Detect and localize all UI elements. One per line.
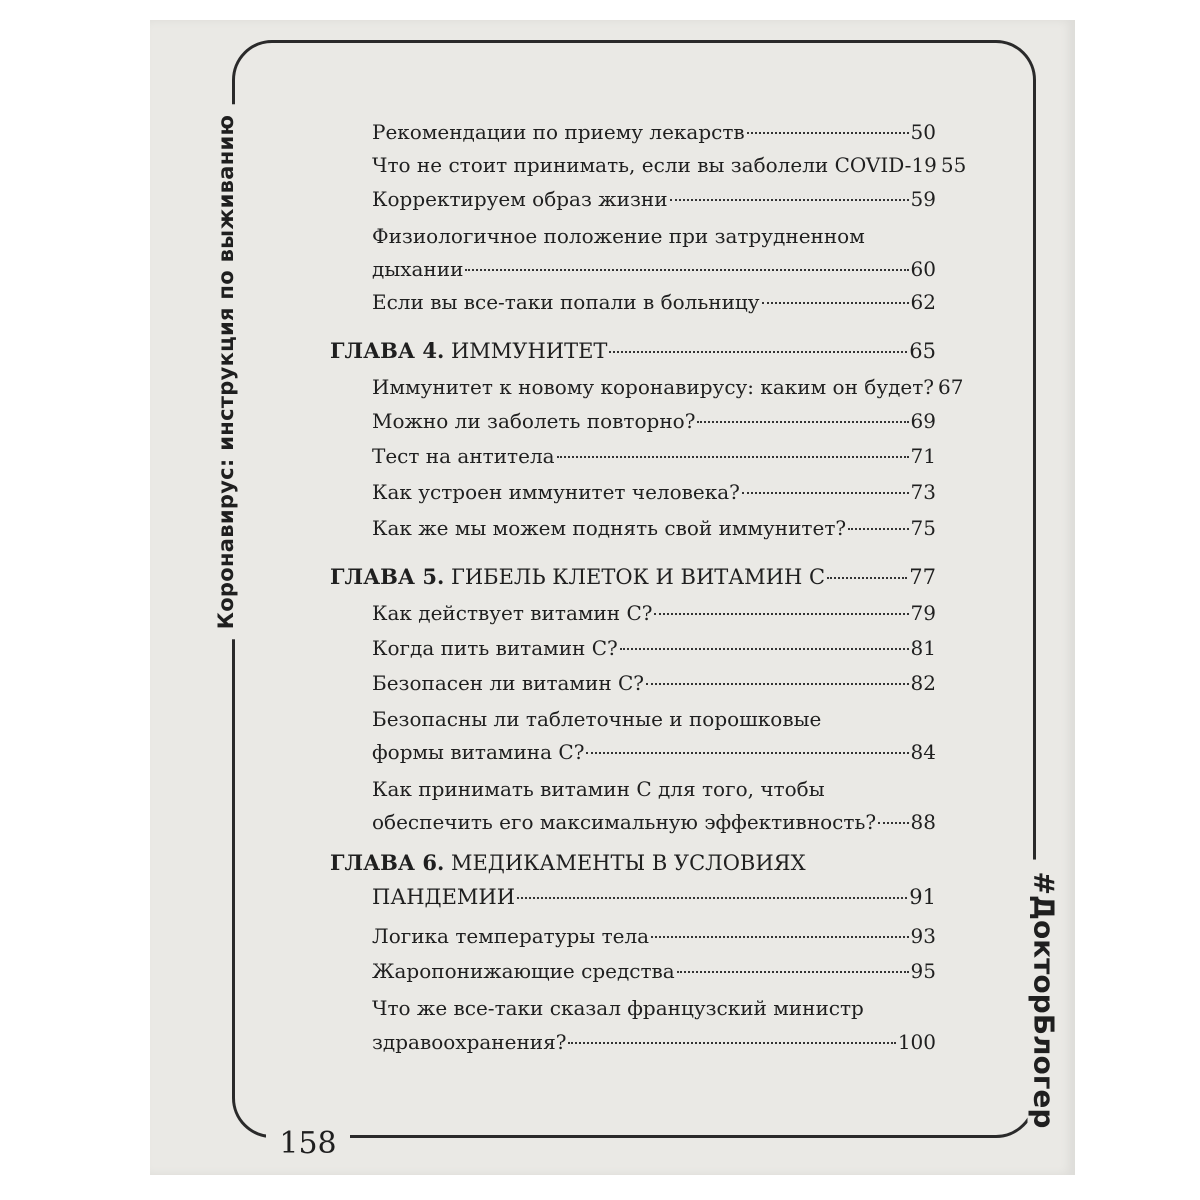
- toc-page-number: 88: [910, 810, 936, 834]
- toc-entry-line1: Безопасны ли таблеточные и порошковые: [372, 707, 822, 731]
- toc-entry[interactable]: Как действует витамин С? 79: [372, 601, 936, 625]
- toc-page-number: 93: [910, 924, 936, 948]
- toc-page-number: 71: [910, 444, 936, 468]
- toc-page-number: 67: [938, 375, 964, 399]
- toc-entry[interactable]: здравоохранения? 100: [372, 1030, 936, 1054]
- toc-page-number: 69: [910, 409, 936, 433]
- toc-page-number: 82: [910, 671, 936, 695]
- toc-page-number: 73: [910, 480, 936, 504]
- chapter-label: ГЛАВА 4.: [330, 338, 445, 363]
- toc-entry[interactable]: Тест на антитела 71: [372, 444, 936, 468]
- toc-page-number: 75: [910, 516, 936, 540]
- toc-page-number: 95: [910, 959, 936, 983]
- chapter-title: ГИБЕЛЬ КЛЕТОК И ВИТАМИН С: [450, 565, 826, 589]
- toc-entry[interactable]: формы витамина С? 84: [372, 740, 936, 764]
- hashtag-vertical: #ДокторБлогер: [1028, 860, 1061, 1141]
- toc-page-number: 62: [910, 290, 936, 314]
- toc-page-number: 91: [909, 885, 936, 909]
- toc-page-number: 59: [910, 187, 936, 211]
- toc-entry[interactable]: Иммунитет к новому коронавирусу: каким он будет? 67: [372, 375, 964, 399]
- toc-entry[interactable]: Что не стоит принимать, если вы заболели COVID-19 55: [372, 153, 967, 177]
- toc-entry[interactable]: Логика температуры тела 93: [372, 924, 936, 948]
- page-number: 158: [266, 1122, 350, 1166]
- toc-page-number: 50: [910, 120, 936, 144]
- toc-entry[interactable]: Можно ли заболеть повторно? 69: [372, 409, 936, 433]
- toc-entry-line1: Физиологичное положение при затрудненном: [372, 224, 865, 248]
- toc-entry[interactable]: Как же мы можем поднять свой иммунитет? 75: [372, 516, 936, 540]
- toc-entry[interactable]: обеспечить его максимальную эффективность? 88: [372, 810, 936, 834]
- book-title-vertical: Коронавирус: инструкция по выживанию: [214, 105, 238, 640]
- toc-page-number: 77: [909, 565, 936, 589]
- toc-chapter-5[interactable]: [330, 564, 936, 589]
- toc-entry[interactable]: дыхании 60: [372, 257, 936, 281]
- toc-chapter-6[interactable]: ПАНДЕМИИ 91: [372, 885, 936, 909]
- toc-page-number: 55: [940, 153, 967, 177]
- toc-entry-line1: Что же все-таки сказал французский министр: [372, 996, 864, 1020]
- toc-entry[interactable]: Рекомендации по приему лекарств 50: [372, 120, 936, 144]
- toc-page-number: 65: [909, 339, 936, 363]
- chapter-title: ИММУНИТЕТ: [450, 339, 608, 363]
- chapter-label: ГЛАВА 5.: [330, 564, 445, 589]
- toc-entry[interactable]: Корректируем образ жизни 59: [372, 187, 936, 211]
- toc-entry[interactable]: Безопасен ли витамин С? 82: [372, 671, 936, 695]
- toc-page-number: 79: [910, 601, 936, 625]
- chapter-label: ГЛАВА 6.: [330, 850, 445, 875]
- toc-page-number: 84: [910, 740, 936, 764]
- toc-chapter-6-line1: [330, 850, 806, 875]
- toc-entry[interactable]: Если вы все-таки попали в больницу 62: [372, 290, 936, 314]
- toc-entry[interactable]: Жаропонижающие средства 95: [372, 959, 936, 983]
- toc-entry[interactable]: Когда пить витамин С? 81: [372, 636, 936, 660]
- toc-page-number: 81: [910, 636, 936, 660]
- toc-entry-line1: Как принимать витамин С для того, чтобы: [372, 777, 825, 801]
- toc-chapter-4[interactable]: [330, 338, 936, 363]
- toc-page-number: 60: [910, 257, 936, 281]
- chapter-title: МЕДИКАМЕНТЫ В УСЛОВИЯХ: [450, 851, 806, 875]
- toc-entry[interactable]: Как устроен иммунитет человека? 73: [372, 480, 936, 504]
- toc-page-number: 100: [897, 1030, 936, 1054]
